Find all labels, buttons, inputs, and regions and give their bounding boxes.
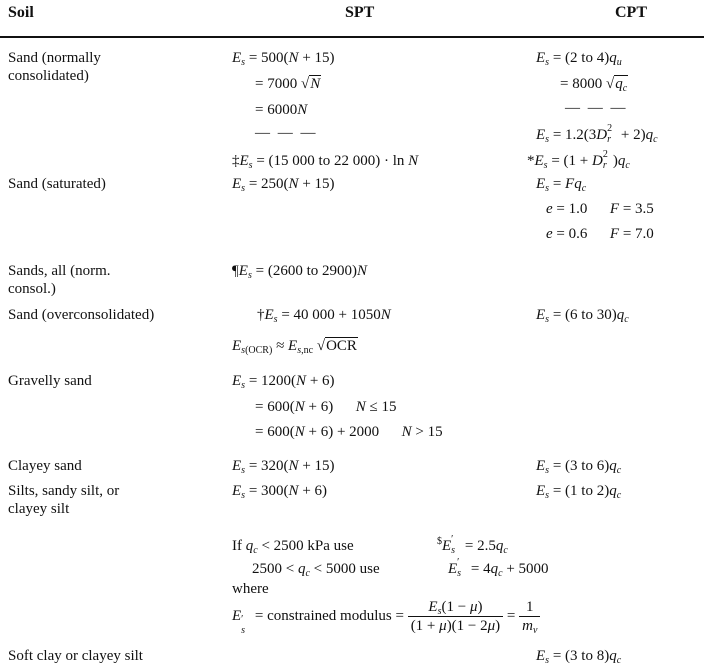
cpt-sand-nc-eq2: = 8000 $√q_c$ [560,76,628,94]
soil-clayey-sand: Clayey sand [8,458,82,474]
silts-cond2: $2500 < q_c < 5000$ use [252,561,380,579]
spt-gravelly-eq3: = 600(N + 6) + 2000 N > 15 [255,424,443,440]
silts-eq2: E ′ s = $4q_c + 5000$ [448,557,549,579]
spt-sand-nc-eq2: = 7000 √N [255,76,321,92]
spt-sand-nc-dashes: — — — [255,125,318,141]
soil-silts-line1: Silts, sandy silt, or [8,483,120,499]
cpt-sand-nc-eq1: $E_s = (2$ to $4)q_u$ [536,50,622,68]
spt-sand-oc-eq2: $E_{s(OCR)} \approx E_{s,nc}$ √OCR [232,338,357,356]
spt-silts-eq1: $E_s = 300(N + 6)$ [232,483,328,501]
soil-sand-nc-line1: Sand (normally [8,50,101,66]
soil-sand-nc-line2: consolidated) [8,68,89,84]
cpt-sand-oc-eq1: $E_s = (6$ to $30)q_c$ [536,307,629,325]
header-soil: Soil [8,4,34,21]
fraction-main: $\frac{E_s(1 - \mu)}{(1 + \mu)(1 - 2\mu)}$ [408,598,503,635]
cpt-sand-sat-e2: e = 0.6 F = 7.0 [546,226,654,242]
cpt-sand-sat-eq1: $E_s = Fq_c$ [536,176,587,194]
soil-sand-oc: Sand (overconsolidated) [8,307,155,323]
spt-sand-nc-eq1: $E_s = 500(N + 15)$ [232,50,335,68]
silts-cond1: If $q_c < 2500$ kPa use [232,538,354,556]
soil-sands-all-line1: Sands, all (norm. [8,263,111,279]
spt-gravelly-eq1: $E_s = 1200(N + 6)$ [232,373,335,391]
spt-gravelly-eq2: = 600(N + 6) N ≤ 15 [255,399,397,415]
silts-eq1: $E ′ s = $2.5q_c$ [437,534,508,556]
cpt-sand-nc-eq4: $E_s = 1.2(3D$ 2 r + $2)q_c$ [536,123,658,145]
cpt-sand-sat-e1: e = 1.0 F = 3.5 [546,201,654,217]
header-rule [0,36,704,38]
spt-sands-all-eq1: $\P E_s = (2600$ to 2900)N [232,263,368,281]
spt-sand-nc-eq3: = 6000N [255,102,308,118]
soil-sands-all-line2: consol.) [8,281,56,297]
cpt-soft-clay-eq1: $E_s = (3$ to $8)q_c$ [536,648,622,666]
constrained-modulus-label: constrained modulus [267,608,392,624]
silts-constrained-modulus: E ′ s = constrained modulus = $\frac{E_s(1 - \mu)}{(1 + \mu)(1 - 2\mu)}$ = $\frac{1}{m_v}$ [232,597,540,635]
soil-gravelly-sand: Gravelly sand [8,373,92,389]
header-spt: SPT [345,4,375,21]
spt-clayey-sand-eq1: $E_s = 320(N + 15)$ [232,458,335,476]
spt-sand-sat-eq1: $E_s = 250(N + 15)$ [232,176,335,194]
soil-silts-line2: clayey silt [8,501,70,517]
spt-sand-oc-eq1: $\dagger E_s = 40$ 000 + 1050N [257,307,391,325]
cpt-silts-eq1: $E_s = (1$ to $2)q_c$ [536,483,622,501]
cpt-sand-nc-eq5: $*E_s = (1 + D$ 2 r )$q_c$ [527,149,630,171]
fraction-mv: $\frac{1}{m_v}$ [519,598,540,635]
soil-soft-clay: Soft clay or clayey silt [8,648,143,664]
cpt-clayey-sand-eq1: $E_s = (3$ to $6)q_c$ [536,458,622,476]
header-cpt: CPT [615,4,647,21]
cpt-sand-nc-dashes: — — — [565,100,628,116]
silts-where: where [232,581,269,597]
soil-sand-saturated: Sand (saturated) [8,176,106,192]
spt-sand-nc-eq5: $\ddagger E_s = (15$ 000 to 22 000) · ln N [232,153,419,171]
